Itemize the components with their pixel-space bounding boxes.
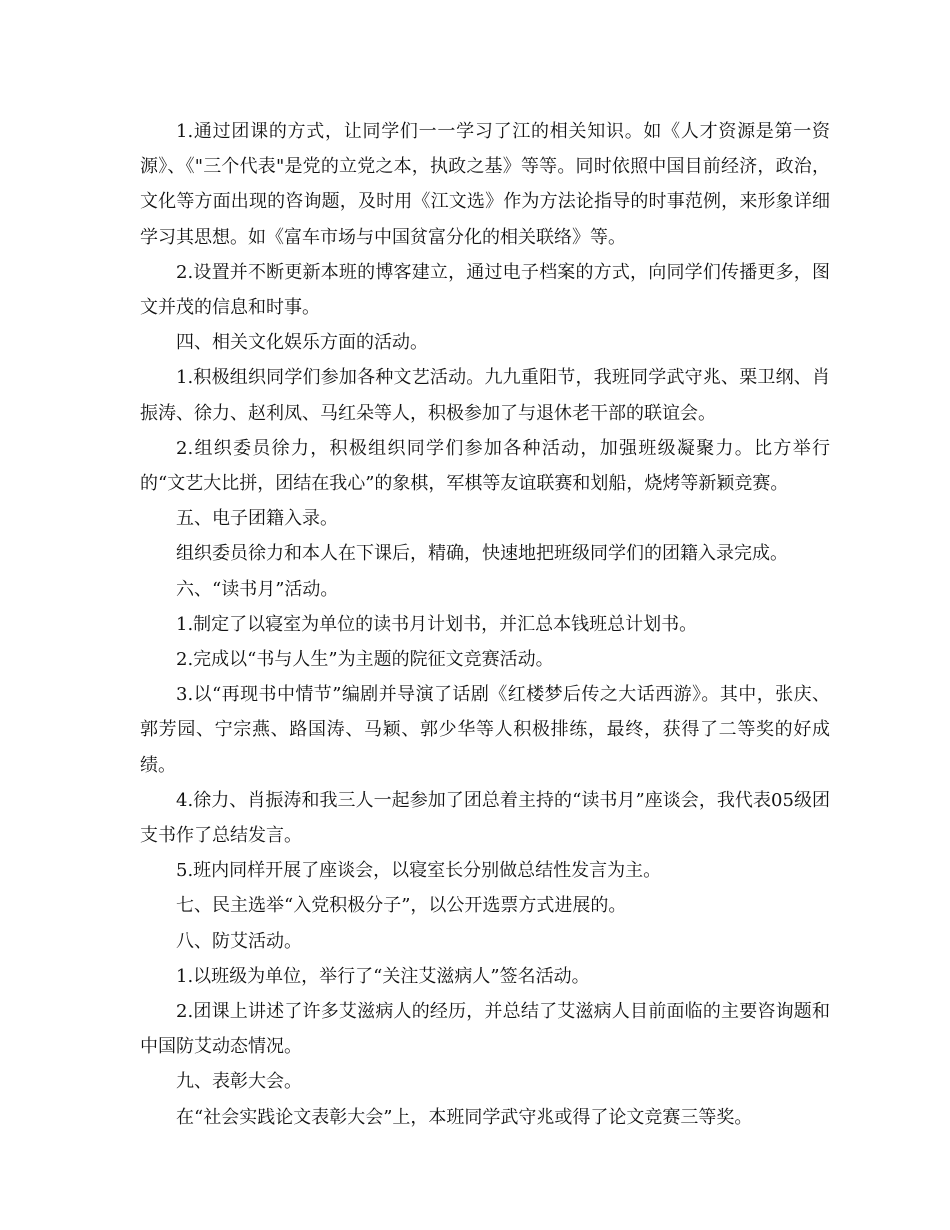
paragraph: 1.积极组织同学们参加各种文艺活动。九九重阳节，我班同学武守兆、栗卫纲、肖振涛、徐力、赵利凤、马红朵等人，积极参加了与退休老干部的联谊会。 bbox=[140, 367, 830, 424]
paragraph: 2.团课上讲述了许多艾滋病人的经历，并总结了艾滋病人目前面临的主要咨询题和中国防艾动态情况。 bbox=[140, 1001, 830, 1058]
section-heading: 六、“读书月”活动。 bbox=[176, 578, 339, 600]
paragraph: 1.以班级为单位，举行了“关注艾滋病人”签名活动。 bbox=[176, 965, 590, 987]
section-heading: 五、电子团籍入录。 bbox=[176, 508, 338, 530]
paragraph: 1.制定了以寝室为单位的读书月计划书，并汇总本钱班总计划书。 bbox=[176, 613, 698, 635]
paragraph: 2.完成以“书与人生”为主题的院征文竞赛活动。 bbox=[176, 649, 554, 671]
paragraph: 1.通过团课的方式，让同学们一一学习了江的相关知识。如《人才资源是第一资源》、《"三个代表"是党的立党之本，执政之基》等等。同时依照中国目前经济，政治，文化等方面出现的咨询题，及时用《江文选》作为方法论指导的时事范例，来形象详细学习其思想。如《富车市场与中国贫富分化的相关联络》等。 bbox=[140, 121, 830, 248]
paragraph: 组织委员徐力和本人在下课后，精确，快速地把班级同学们的团籍入录完成。 bbox=[176, 543, 788, 565]
document-body bbox=[140, 114, 830, 1135]
section-heading: 八、防艾活动。 bbox=[176, 930, 302, 952]
paragraph: 5.班内同样开展了座谈会，以寝室长分别做总结性发言为主。 bbox=[176, 860, 662, 882]
paragraph: 2.设置并不断更新本班的博客建立，通过电子档案的方式，向同学们传播更多，图文并茂的信息和时事。 bbox=[140, 261, 830, 319]
paragraph: 在“社会实践论文表彰大会”上，本班同学武守兆或得了论文竞赛三等奖。 bbox=[176, 1106, 753, 1128]
section-heading: 七、民主选举“入党积极分子”，以公开选票方式进展的。 bbox=[176, 895, 627, 917]
paragraph: 2.组织委员徐力，积极组织同学们参加各种活动，加强班级凝聚力。比方举行的“文艺大比拼，团结在我心”的象棋，军棋等友谊联赛和划船，烧烤等新颖竞赛。 bbox=[140, 437, 830, 495]
section-heading: 四、相关文化娱乐方面的活动。 bbox=[176, 332, 428, 354]
paragraph: 4.徐力、肖振涛和我三人一起参加了团总着主持的“读书月”座谈会，我代表05级团支书作了总结发言。 bbox=[140, 789, 830, 847]
section-heading: 九、表彰大会。 bbox=[176, 1071, 302, 1093]
paragraph: 3.以“再现书中情节”编剧并导演了话剧《红楼梦后传之大话西游》。其中，张庆、郭芳园、宁宗燕、路国涛、马颖、郭少华等人积极排练，最终，获得了二等奖的好成绩。 bbox=[140, 684, 830, 776]
